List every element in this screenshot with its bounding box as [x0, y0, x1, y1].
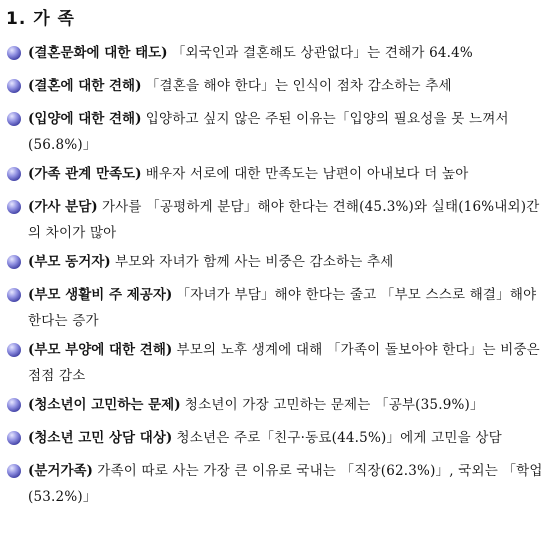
list-item — [4, 106, 550, 158]
item-list — [4, 40, 550, 513]
item-text: 부모의 노후 생계에 대해 「가족이 돌보아야 한다」는 비중은 점점 감소 — [28, 342, 540, 384]
bullet-icon — [7, 343, 21, 357]
item-label: (청소년이 고민하는 문제) — [28, 397, 181, 413]
list-item — [4, 282, 550, 334]
bullet-icon — [7, 200, 21, 214]
item-text: 가족이 따로 사는 가장 큰 이유로 국내는 「직장(62.3%)」, 국외는 「학업(53.2%)」 — [28, 463, 543, 505]
list-item — [4, 194, 550, 246]
list-item — [4, 40, 550, 66]
section-heading: 1. 가 족 — [6, 9, 75, 29]
item-text: 「외국인과 결혼해도 상관없다」는 견해가 64.4% — [171, 45, 473, 61]
bullet-icon — [7, 112, 21, 126]
list-item — [4, 392, 550, 418]
bullet-icon — [7, 431, 21, 445]
bullet-icon — [7, 398, 21, 412]
item-label: (청소년 고민 상담 대상) — [28, 430, 173, 446]
item-text: 「결혼을 해야 한다」는 인식이 점차 감소하는 추세 — [145, 78, 452, 94]
item-label: (부모 생활비 주 제공자) — [28, 287, 173, 303]
item-label: (가족 관계 만족도) — [28, 166, 142, 182]
item-label: (가사 분담) — [28, 199, 98, 215]
item-text: 「자녀가 부담」해야 한다는 줄고 「부모 스스로 해결」해야 한다는 증가 — [28, 287, 537, 329]
list-item — [4, 73, 550, 99]
item-text: 청소년은 주로「친구·동료(44.5%)」에게 고민을 상담 — [176, 430, 502, 446]
list-item — [4, 337, 550, 389]
bullet-icon — [7, 255, 21, 269]
bullet-icon — [7, 79, 21, 93]
bullet-icon — [7, 46, 21, 60]
list-item — [4, 458, 550, 510]
item-text: 부모와 자녀가 함께 사는 비중은 감소하는 추세 — [114, 254, 394, 270]
item-label: (부모 동거자) — [28, 254, 111, 270]
item-label: (부모 부양에 대한 견해) — [28, 342, 173, 358]
list-item — [4, 249, 550, 275]
bullet-icon — [7, 167, 21, 181]
item-text: 청소년이 가장 고민하는 문제는 「공부(35.9%)」 — [184, 397, 484, 413]
list-item — [4, 161, 550, 187]
item-label: (결혼에 대한 견해) — [28, 78, 142, 94]
item-label: (입양에 대한 견해) — [28, 111, 142, 127]
item-text: 배우자 서로에 대한 만족도는 남편이 아내보다 더 높아 — [145, 166, 469, 182]
item-label: (결혼문화에 대한 태도) — [28, 45, 168, 61]
list-item — [4, 425, 550, 451]
item-text: 입양하고 싶지 않은 주된 이유는「입양의 필요성을 못 느껴서(56.8%)」 — [28, 111, 509, 153]
item-text: 가사를 「공평하게 분담」해야 한다는 견해(45.3%)와 실태(16%내외)간의 차이가 많아 — [28, 199, 540, 241]
bullet-icon — [7, 288, 21, 302]
bullet-icon — [7, 464, 21, 478]
item-label: (분거가족) — [28, 463, 93, 479]
